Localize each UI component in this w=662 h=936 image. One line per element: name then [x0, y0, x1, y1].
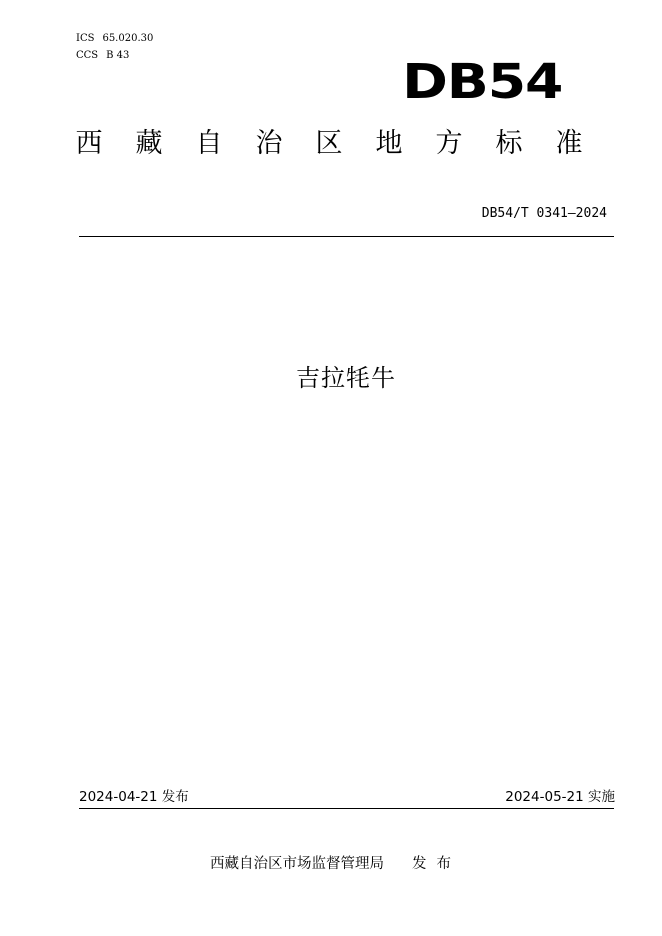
- standard-type-char: 自: [195, 128, 223, 159]
- ccs-code: B 43: [106, 50, 130, 61]
- issuer-statement: [210, 854, 461, 874]
- standard-type-char: 方: [435, 128, 463, 159]
- publish-date: 2024-04-21 发布: [79, 789, 189, 805]
- standard-type-char: 藏: [135, 128, 163, 159]
- standard-type-heading: [74, 127, 584, 161]
- standard-type-char: 标: [495, 128, 523, 159]
- ccs-label: CCS: [76, 50, 99, 61]
- ics-classification: [76, 33, 153, 45]
- standard-type-char: 区: [315, 128, 343, 159]
- ics-label: ICS: [76, 33, 95, 44]
- standard-type-char: 准: [555, 128, 583, 159]
- db-standard-logo: DB54: [401, 54, 562, 110]
- issuer-action: 发布: [412, 856, 461, 872]
- header-divider: [79, 236, 614, 237]
- document-title: 吉拉牦牛: [296, 364, 396, 392]
- ccs-classification: [76, 50, 129, 62]
- standard-type-char: 治: [255, 128, 283, 159]
- issuing-authority: 西藏自治区市场监督管理局: [210, 856, 384, 872]
- standard-type-char: 西: [75, 128, 103, 159]
- ics-code: 65.020.30: [102, 33, 154, 44]
- standard-type-char: 地: [375, 128, 403, 159]
- standard-number: DB54/T 0341—2024: [481, 206, 607, 221]
- footer-divider: [79, 808, 614, 809]
- effective-date: 2024-05-21 实施: [505, 789, 615, 805]
